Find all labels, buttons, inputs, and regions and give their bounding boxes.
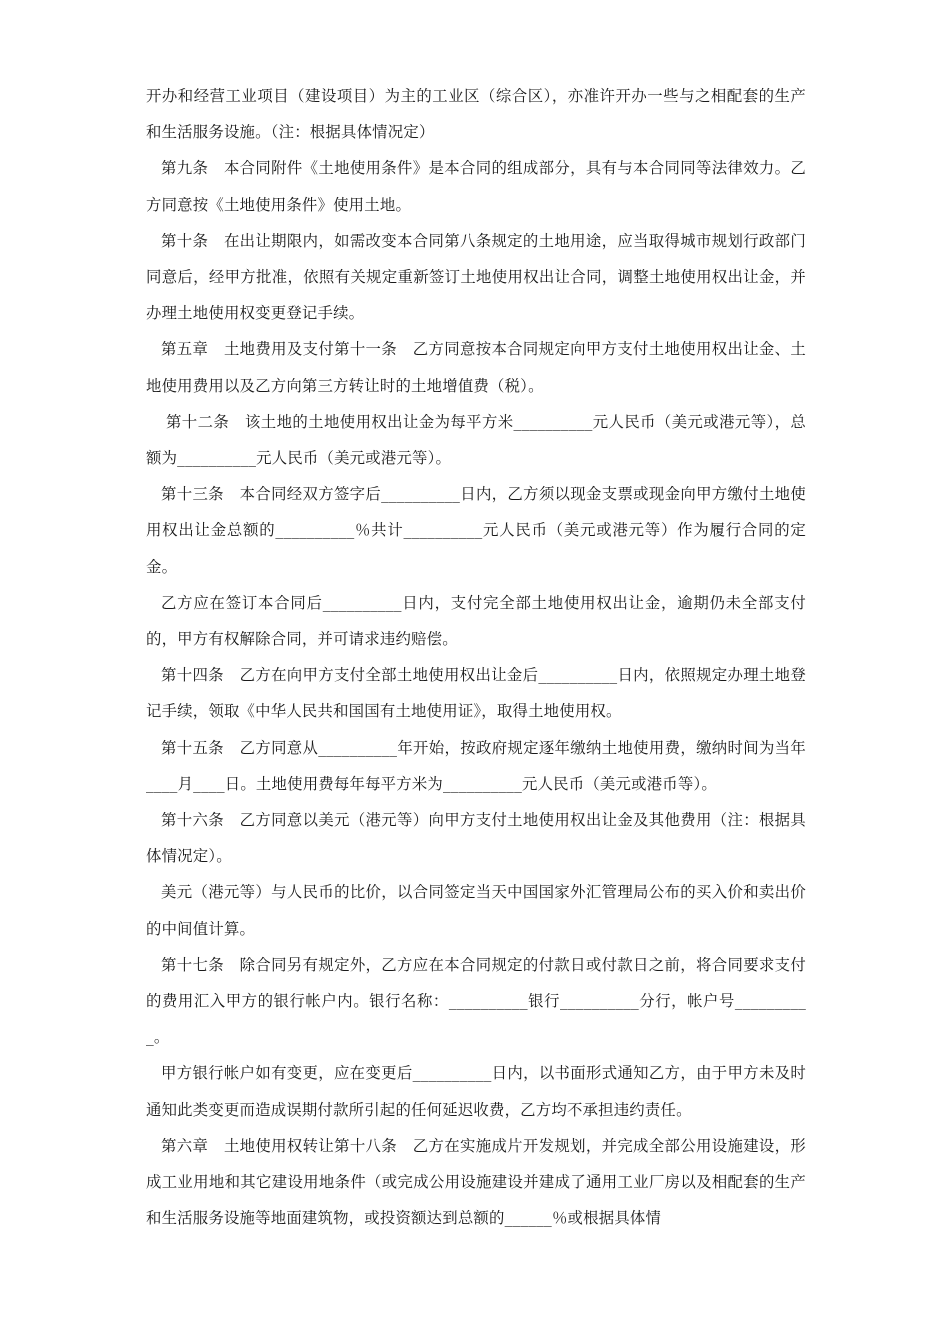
paragraph-article-17: 第十七条 除合同另有规定外，乙方应在本合同规定的付款日或付款日之前，将合同要求支付的费用汇入甲方的银行帐户内。银行名称：__________银行__________分行，帐户号__________。 [146,955,806,1047]
paragraph-article-10: 第十条 在出让期限内，如需改变本合同第八条规定的土地用途，应当取得城市规划行政部门同意后，经甲方批准，依照有关规定重新签订土地使用权出让合同，调整土地使用权出让金，并办理土地使用权变更登记手续。 [146,231,806,323]
paragraph-article-14: 第十四条 乙方在向甲方支付全部土地使用权出让金后__________日内，依照规定办理土地登记手续，领取《中华人民共和国国有土地使用证》，取得土地使用权。 [146,666,806,721]
document-body [146,78,806,1237]
paragraph-article-16-exchange-rate: 美元（港元等）与人民币的比价，以合同签定当天中国国家外汇管理局公布的买入价和卖出价的中间值计算。 [146,883,806,938]
paragraph-article-9: 第九条 本合同附件《土地使用条件》是本合同的组成部分，具有与本合同同等法律效力。乙方同意按《土地使用条件》使用土地。 [146,159,806,214]
paragraph-chapter-6-article-18: 第六章 土地使用权转让第十八条 乙方在实施成片开发规划，并完成全部公用设施建设，形成工业用地和其它建设用地条件（或完成公用设施建设并建成了通用工业厂房以及相配套的生产和生活服务设施等地面建筑物，或投资额达到总额的______％或根据具体情 [146,1136,806,1228]
paragraph-intro-continuation: 开办和经营工业项目（建设项目）为主的工业区（综合区），亦准许开办一些与之相配套的生产和生活服务设施。（注：根据具体情况定） [146,87,806,142]
paragraph-article-15: 第十五条 乙方同意从__________年开始，按政府规定逐年缴纳土地使用费，缴纳时间为当年____月____日。土地使用费每年每平方米为__________元人民币（美元或港币等）。 [146,738,806,793]
paragraph-chapter-5-article-11: 第五章 土地费用及支付第十一条 乙方同意按本合同规定向甲方支付土地使用权出让金、土地使用费用以及乙方向第三方转让时的土地增值费（税）。 [146,340,806,395]
paragraph-article-13-payment: 乙方应在签订本合同后__________日内，支付完全部土地使用权出让金，逾期仍未全部支付的，甲方有权解除合同，并可请求违约赔偿。 [146,593,806,649]
paragraph-article-16: 第十六条 乙方同意以美元（港元等）向甲方支付土地使用权出让金及其他费用（注：根据具体情况定）。 [146,811,806,866]
paragraph-article-13: 第十三条 本合同经双方签字后__________日内，乙方须以现金支票或现金向甲方缴付土地使用权出让金总额的__________％共计__________元人民币（美元或港元等）作为履行合同的定金。 [146,485,806,576]
paragraph-article-17-account-change: 甲方银行帐户如有变更，应在变更后__________日内，以书面形式通知乙方，由于甲方未及时通知此类变更而造成误期付款所引起的任何延迟收费，乙方均不承担违约责任。 [146,1064,806,1119]
paragraph-article-12: 第十二条 该土地的土地使用权出让金为每平方米__________元人民币（美元或港元等），总额为__________元人民币（美元或港元等）。 [146,412,806,468]
